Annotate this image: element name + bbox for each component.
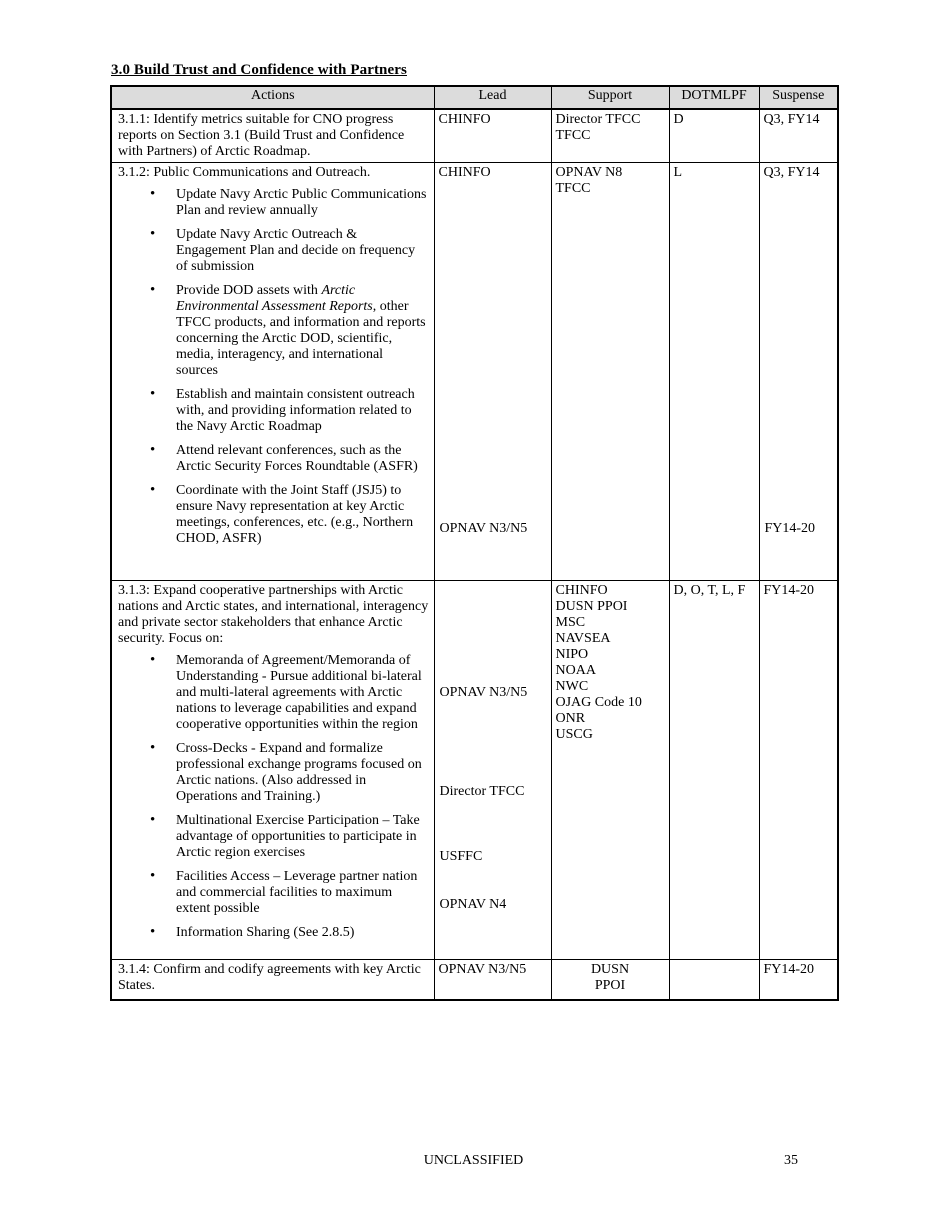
bullet-item bbox=[118, 813, 429, 861]
bullet-text: Memoranda of Agreement/Memoranda of Understanding - Pursue additional bi-lateral and multi-lateral agreements with Arctic nations to leverage capabilities and expand cooperative opportunities within the region bbox=[176, 653, 422, 732]
action-bullet-list bbox=[118, 653, 429, 941]
suspense-value: FY14-20 bbox=[763, 962, 815, 977]
bullet-text: , other TFCC products, and information and reports concerning the Arctic DOD, scientific, media, interagency, and international sources bbox=[176, 299, 426, 378]
suspense-value: Q3, FY14 bbox=[763, 112, 820, 127]
bullet-item bbox=[118, 227, 429, 275]
support-org: OPNAV N8 bbox=[555, 165, 623, 180]
lead-org: OPNAV N3/N5 bbox=[439, 685, 528, 700]
lead-cell bbox=[434, 960, 551, 1000]
suspense-value: FY14-20 bbox=[763, 583, 815, 598]
bullet-text: Information Sharing (See 2.8.5) bbox=[176, 925, 355, 940]
bullet-text: Update Navy Arctic Public Communications Plan and review annually bbox=[176, 187, 427, 218]
dotmlpf-value: D, O, T, L, F bbox=[673, 583, 746, 598]
dotmlpf-cell bbox=[669, 163, 759, 581]
bullet-item bbox=[118, 741, 429, 805]
bullet-text: Attend relevant conferences, such as the Arctic Security Forces Roundtable (ASFR) bbox=[176, 443, 418, 474]
action-text: 3.1.4: Confirm and codify agreements with key Arctic States. bbox=[118, 962, 421, 993]
support-cell bbox=[551, 581, 669, 960]
bullet-item bbox=[118, 387, 429, 435]
page-footer bbox=[110, 1153, 837, 1169]
support-org: DUSN PPOI bbox=[555, 599, 628, 614]
bullet-text: Provide DOD assets with bbox=[176, 283, 322, 298]
dotmlpf-cell bbox=[669, 109, 759, 163]
actions-cell bbox=[111, 960, 434, 1000]
lead-org: CHINFO bbox=[438, 165, 491, 180]
lead-cell bbox=[434, 163, 551, 581]
col-header-dotmlpf: DOTMLPF bbox=[669, 86, 759, 109]
support-org: TFCC bbox=[555, 128, 591, 143]
bullet-text: Establish and maintain consistent outreach with, and providing information related to the Navy Arctic Roadmap bbox=[176, 387, 415, 434]
bullet-text: Facilities Access – Leverage partner nation and commercial facilities to maximum extent possible bbox=[176, 869, 418, 916]
actions-cell bbox=[111, 163, 434, 581]
support-cell bbox=[551, 109, 669, 163]
page-number: 35 bbox=[784, 1153, 798, 1168]
bullet-item bbox=[118, 283, 429, 379]
dotmlpf-cell bbox=[669, 960, 759, 1000]
support-org: MSC bbox=[555, 615, 586, 630]
bullet-item bbox=[118, 869, 429, 917]
suspense-cell bbox=[759, 960, 838, 1000]
support-cell bbox=[551, 163, 669, 581]
dotmlpf-value: D bbox=[673, 112, 684, 127]
bullet-text: Cross-Decks - Expand and formalize professional exchange programs focused on Arctic nations. (Also addressed in Operations and Training.) bbox=[176, 741, 422, 804]
action-bullet-list bbox=[118, 187, 429, 547]
bullet-text: Update Navy Arctic Outreach & Engagement Plan and decide on frequency of submission bbox=[176, 227, 416, 274]
support-org: NIPO bbox=[555, 647, 589, 662]
lead-org: OPNAV N3/N5 bbox=[438, 962, 527, 977]
lead-cell bbox=[434, 109, 551, 163]
actions-cell bbox=[111, 581, 434, 960]
support-org: CHINFO bbox=[555, 583, 608, 598]
dotmlpf-cell bbox=[669, 581, 759, 960]
table-header-row bbox=[111, 86, 838, 109]
dotmlpf-value: L bbox=[673, 165, 683, 180]
classification-marking: UNCLASSIFIED bbox=[423, 1153, 524, 1168]
bullet-item bbox=[118, 925, 429, 941]
action-text: 3.1.1: Identify metrics suitable for CNO progress reports on Section 3.1 (Build Trust and Confidence with Partners) of Arctic Roadmap. bbox=[118, 112, 405, 159]
support-org: Director TFCC bbox=[555, 112, 641, 127]
actions-cell bbox=[111, 109, 434, 163]
table-row-3-1-4 bbox=[111, 960, 838, 1000]
support-org: DUSN bbox=[590, 962, 630, 977]
col-header-lead: Lead bbox=[434, 86, 551, 109]
section-title: 3.0 Build Trust and Confidence with Partners bbox=[111, 62, 407, 78]
actions-table bbox=[110, 85, 839, 1001]
support-cell bbox=[551, 960, 669, 1000]
table-row-3-1-1 bbox=[111, 109, 838, 163]
support-org: NOAA bbox=[555, 663, 596, 678]
support-org: TFCC bbox=[555, 181, 591, 196]
action-text: 3.1.3: Expand cooperative partnerships with Arctic nations and Arctic states, and international, interagency and private sector stakeholders that enhance Arctic security. Focus on: bbox=[118, 583, 429, 646]
table-row-3-1-2 bbox=[111, 163, 838, 581]
support-org: ONR bbox=[555, 711, 586, 726]
lead-org: CHINFO bbox=[438, 112, 491, 127]
col-header-support: Support bbox=[551, 86, 669, 109]
bullet-item bbox=[118, 653, 429, 733]
suspense-cell bbox=[759, 109, 838, 163]
lead-org: USFFC bbox=[439, 849, 483, 864]
suspense-cell bbox=[759, 163, 838, 581]
suspense-value: Q3, FY14 bbox=[763, 165, 820, 180]
bullet-item bbox=[118, 443, 429, 475]
support-org: USCG bbox=[555, 727, 593, 742]
col-header-suspense: Suspense bbox=[759, 86, 838, 109]
bullet-text-italic: Arctic Environmental Assessment Reports bbox=[176, 283, 373, 314]
bullet-text: Coordinate with the Joint Staff (JSJ5) to ensure Navy representation at key Arctic meetings, conferences, etc. (e.g., Northern CHOD, ASFR) bbox=[176, 483, 414, 546]
support-org: PPOI bbox=[594, 978, 626, 993]
suspense-value: FY14-20 bbox=[764, 521, 816, 536]
col-header-actions: Actions bbox=[111, 86, 434, 109]
action-text: 3.1.2: Public Communications and Outreach. bbox=[118, 165, 371, 180]
lead-cell bbox=[434, 581, 551, 960]
bullet-item bbox=[118, 187, 429, 219]
support-org: NWC bbox=[555, 679, 589, 694]
lead-org: Director TFCC bbox=[439, 784, 525, 799]
lead-org: OPNAV N4 bbox=[439, 897, 507, 912]
support-org: OJAG Code 10 bbox=[555, 695, 642, 710]
table-row-3-1-3 bbox=[111, 581, 838, 960]
suspense-cell bbox=[759, 581, 838, 960]
bullet-item bbox=[118, 483, 429, 547]
lead-org: OPNAV N3/N5 bbox=[439, 521, 528, 536]
bullet-text: Multinational Exercise Participation – Take advantage of opportunities to participate in Arctic region exercises bbox=[176, 813, 420, 860]
support-org: NAVSEA bbox=[555, 631, 611, 646]
